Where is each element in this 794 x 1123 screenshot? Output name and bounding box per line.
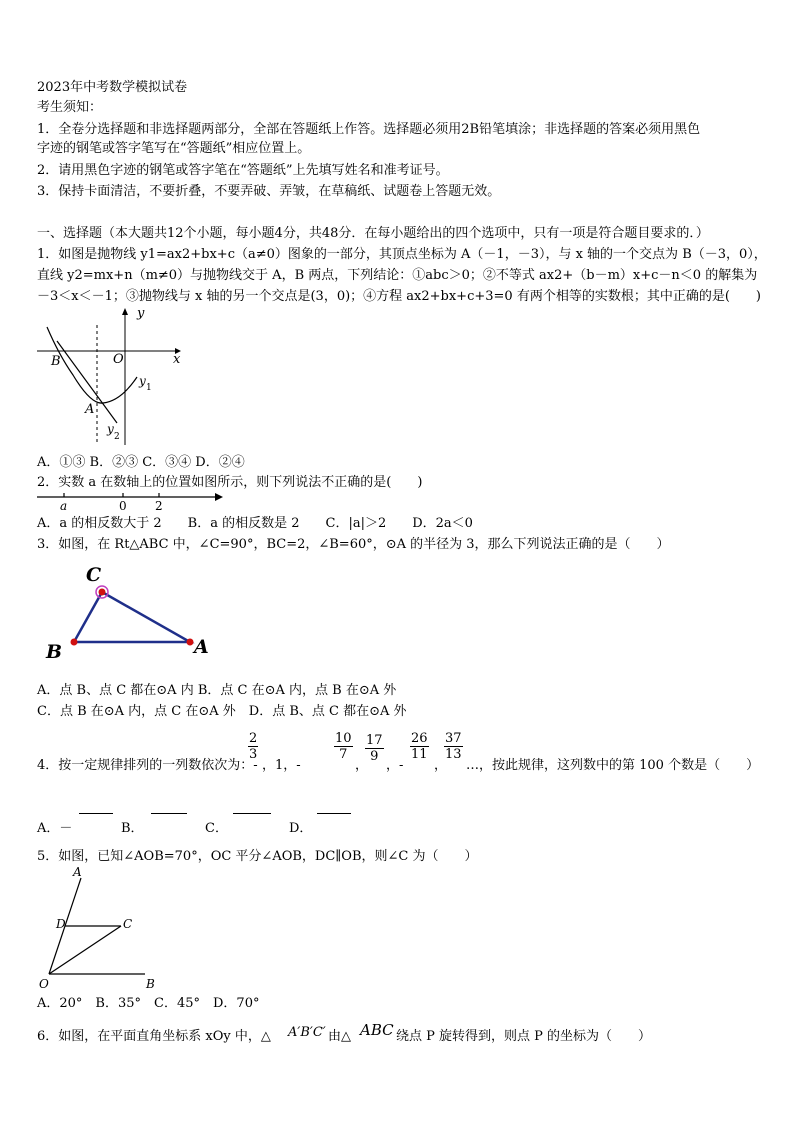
q1-y1-label: y [139, 374, 146, 388]
q1-point-a-label: A [85, 402, 95, 417]
q4-blank-b [151, 812, 187, 814]
notice-heading: 考生须知： [37, 100, 103, 115]
q4-option-b: B． [121, 821, 144, 836]
question-3-stem: 3．如图，在 Rt△ABC 中，∠C=90°，BC=2，∠B=60°，⊙A 的半径为 3，那么下列说法正确的是（ ） [37, 537, 670, 552]
q4-option-c: C． [205, 821, 228, 836]
question-5-stem: 5．如图，已知∠AOB=70°，OC 平分∠AOB，DC∥OB，则∠C 为（ ） [37, 849, 478, 864]
q4-fraction: $\frac{2}{3}$ [249, 731, 258, 762]
q4-blank-c [233, 812, 271, 814]
notice-line: 2．请用黑色字迹的钢笔或答字笔在“答题纸”上先填写姓名和准考证号。 [37, 163, 449, 178]
q1-x-axis-label: x [173, 352, 181, 367]
q1-origin-label: O [113, 352, 124, 367]
q5-angle-figure [37, 864, 177, 992]
q2-a-label: a [60, 499, 68, 513]
q4-separator: ， [355, 758, 369, 773]
question-4-suffix: …，按此规律，这列数中的第 100 个数是（ ） [466, 758, 760, 773]
q1-y1-subscript: 1 [146, 383, 152, 393]
section-heading: 一、选择题（本大题共12个小题，每小题4分，共48分．在每小题给出的四个选项中，只有一项是符合题目要求的．） [37, 226, 709, 241]
q4-separator: ，- [386, 758, 404, 773]
q5-point-a-label: A [73, 865, 82, 879]
q6-mid-text: 由△ [328, 1029, 351, 1044]
q6-triangle-a-prime: A′B′C′ [288, 1025, 326, 1040]
q2-number-line [37, 488, 227, 514]
question-1-options: A．①③ B．②③ C．③④ D．②④ [37, 455, 245, 470]
q4-blank-d [317, 812, 351, 814]
q4-separator: ， [434, 758, 448, 773]
question-1-line: 直线 y2=mx+n（m≠0）与抛物线交于 A，B 两点，下列结论：①abc＞0；②不等式 ax2+（b－m）x+c－n＜0 的解集为 [37, 268, 758, 283]
q5-point-o-label: O [39, 977, 49, 991]
q5-point-c-label: C [123, 917, 133, 931]
q4-fraction: $\frac{26}{11}$ [411, 731, 428, 762]
q4-fraction: $\frac{10}{7}$ [335, 731, 352, 762]
q4-option-a: A．－ [37, 821, 73, 836]
question-3-options: A．点 B、点 C 都在⊙A 内 B．点 C 在⊙A 内，点 B 在⊙A 外 [37, 683, 397, 698]
q1-y-axis-label: y [137, 306, 145, 321]
q3-vertex-b-label: B [46, 641, 63, 663]
q1-parabola-figure [35, 305, 195, 445]
q6-triangle-abc: ABC [360, 1021, 394, 1039]
question-3-options: C．点 B 在⊙A 内，点 C 在⊙A 外 D．点 B、点 C 都在⊙A 外 [37, 704, 407, 719]
q2-zero-label: 0 [119, 499, 127, 513]
q4-blank-a [79, 812, 113, 814]
q5-point-d-label: D [56, 917, 66, 931]
q4-fraction: $\frac{17}{9}$ [366, 733, 383, 764]
question-6-prefix: 6．如图，在平面直角坐标系 xOy 中，△ [37, 1029, 271, 1044]
q1-y2-subscript: 2 [114, 432, 120, 442]
notice-line: 1．全卷分选择题和非选择题两部分，全部在答题纸上作答。选择题必须用2B铅笔填涂；非选择题的答案必须用黑色 [37, 122, 701, 137]
question-4-prefix: 4．按一定规律排列的一列数依次为：- [37, 758, 258, 773]
q1-point-b-label: B [51, 354, 61, 369]
q4-fraction: $\frac{37}{13}$ [445, 731, 462, 762]
question-2-options: A．a 的相反数大于 2 B．a 的相反数是 2 C．|a|＞2 D．2a＜0 [37, 516, 473, 531]
notice-line: 3．保持卡面清洁，不要折叠，不要弄破、弄皱，在草稿纸、试题卷上答题无效。 [37, 184, 501, 199]
q4-option-d: D． [289, 821, 313, 836]
question-1-line: 1．如图是抛物线 y1=ax2+bx+c（a≠0）图象的一部分，其顶点坐标为 A（－1，－3），与 x 轴的一个交点为 B（－3，0）， [37, 247, 767, 262]
q2-two-label: 2 [155, 499, 163, 513]
q3-vertex-c-label: C [86, 564, 102, 586]
q3-triangle-figure [42, 562, 222, 662]
q1-y2-label: y [107, 422, 114, 436]
question-1-line: －3＜x＜－1；③抛物线与 x 轴的另一个交点是(3，0)；④方程 ax2+bx+c+3=0 有两个相等的实数根；其中正确的是( ) [37, 289, 761, 304]
exam-title: 2023年中考数学模拟试卷 [37, 80, 188, 95]
q5-point-b-label: B [146, 977, 155, 991]
question-2-stem: 2．实数 a 在数轴上的位置如图所示，则下列说法不正确的是( ) [37, 475, 423, 490]
question-5-options: A．20° B．35° C．45° D．70° [37, 996, 260, 1011]
question-6-suffix: 绕点 P 旋转得到，则点 P 的坐标为（ ） [396, 1029, 652, 1044]
notice-line: 字迹的钢笔或答字笔写在“答题纸”相应位置上。 [37, 141, 311, 156]
q4-separator: ，1，- [262, 758, 301, 773]
q3-vertex-a-label: A [194, 636, 209, 658]
